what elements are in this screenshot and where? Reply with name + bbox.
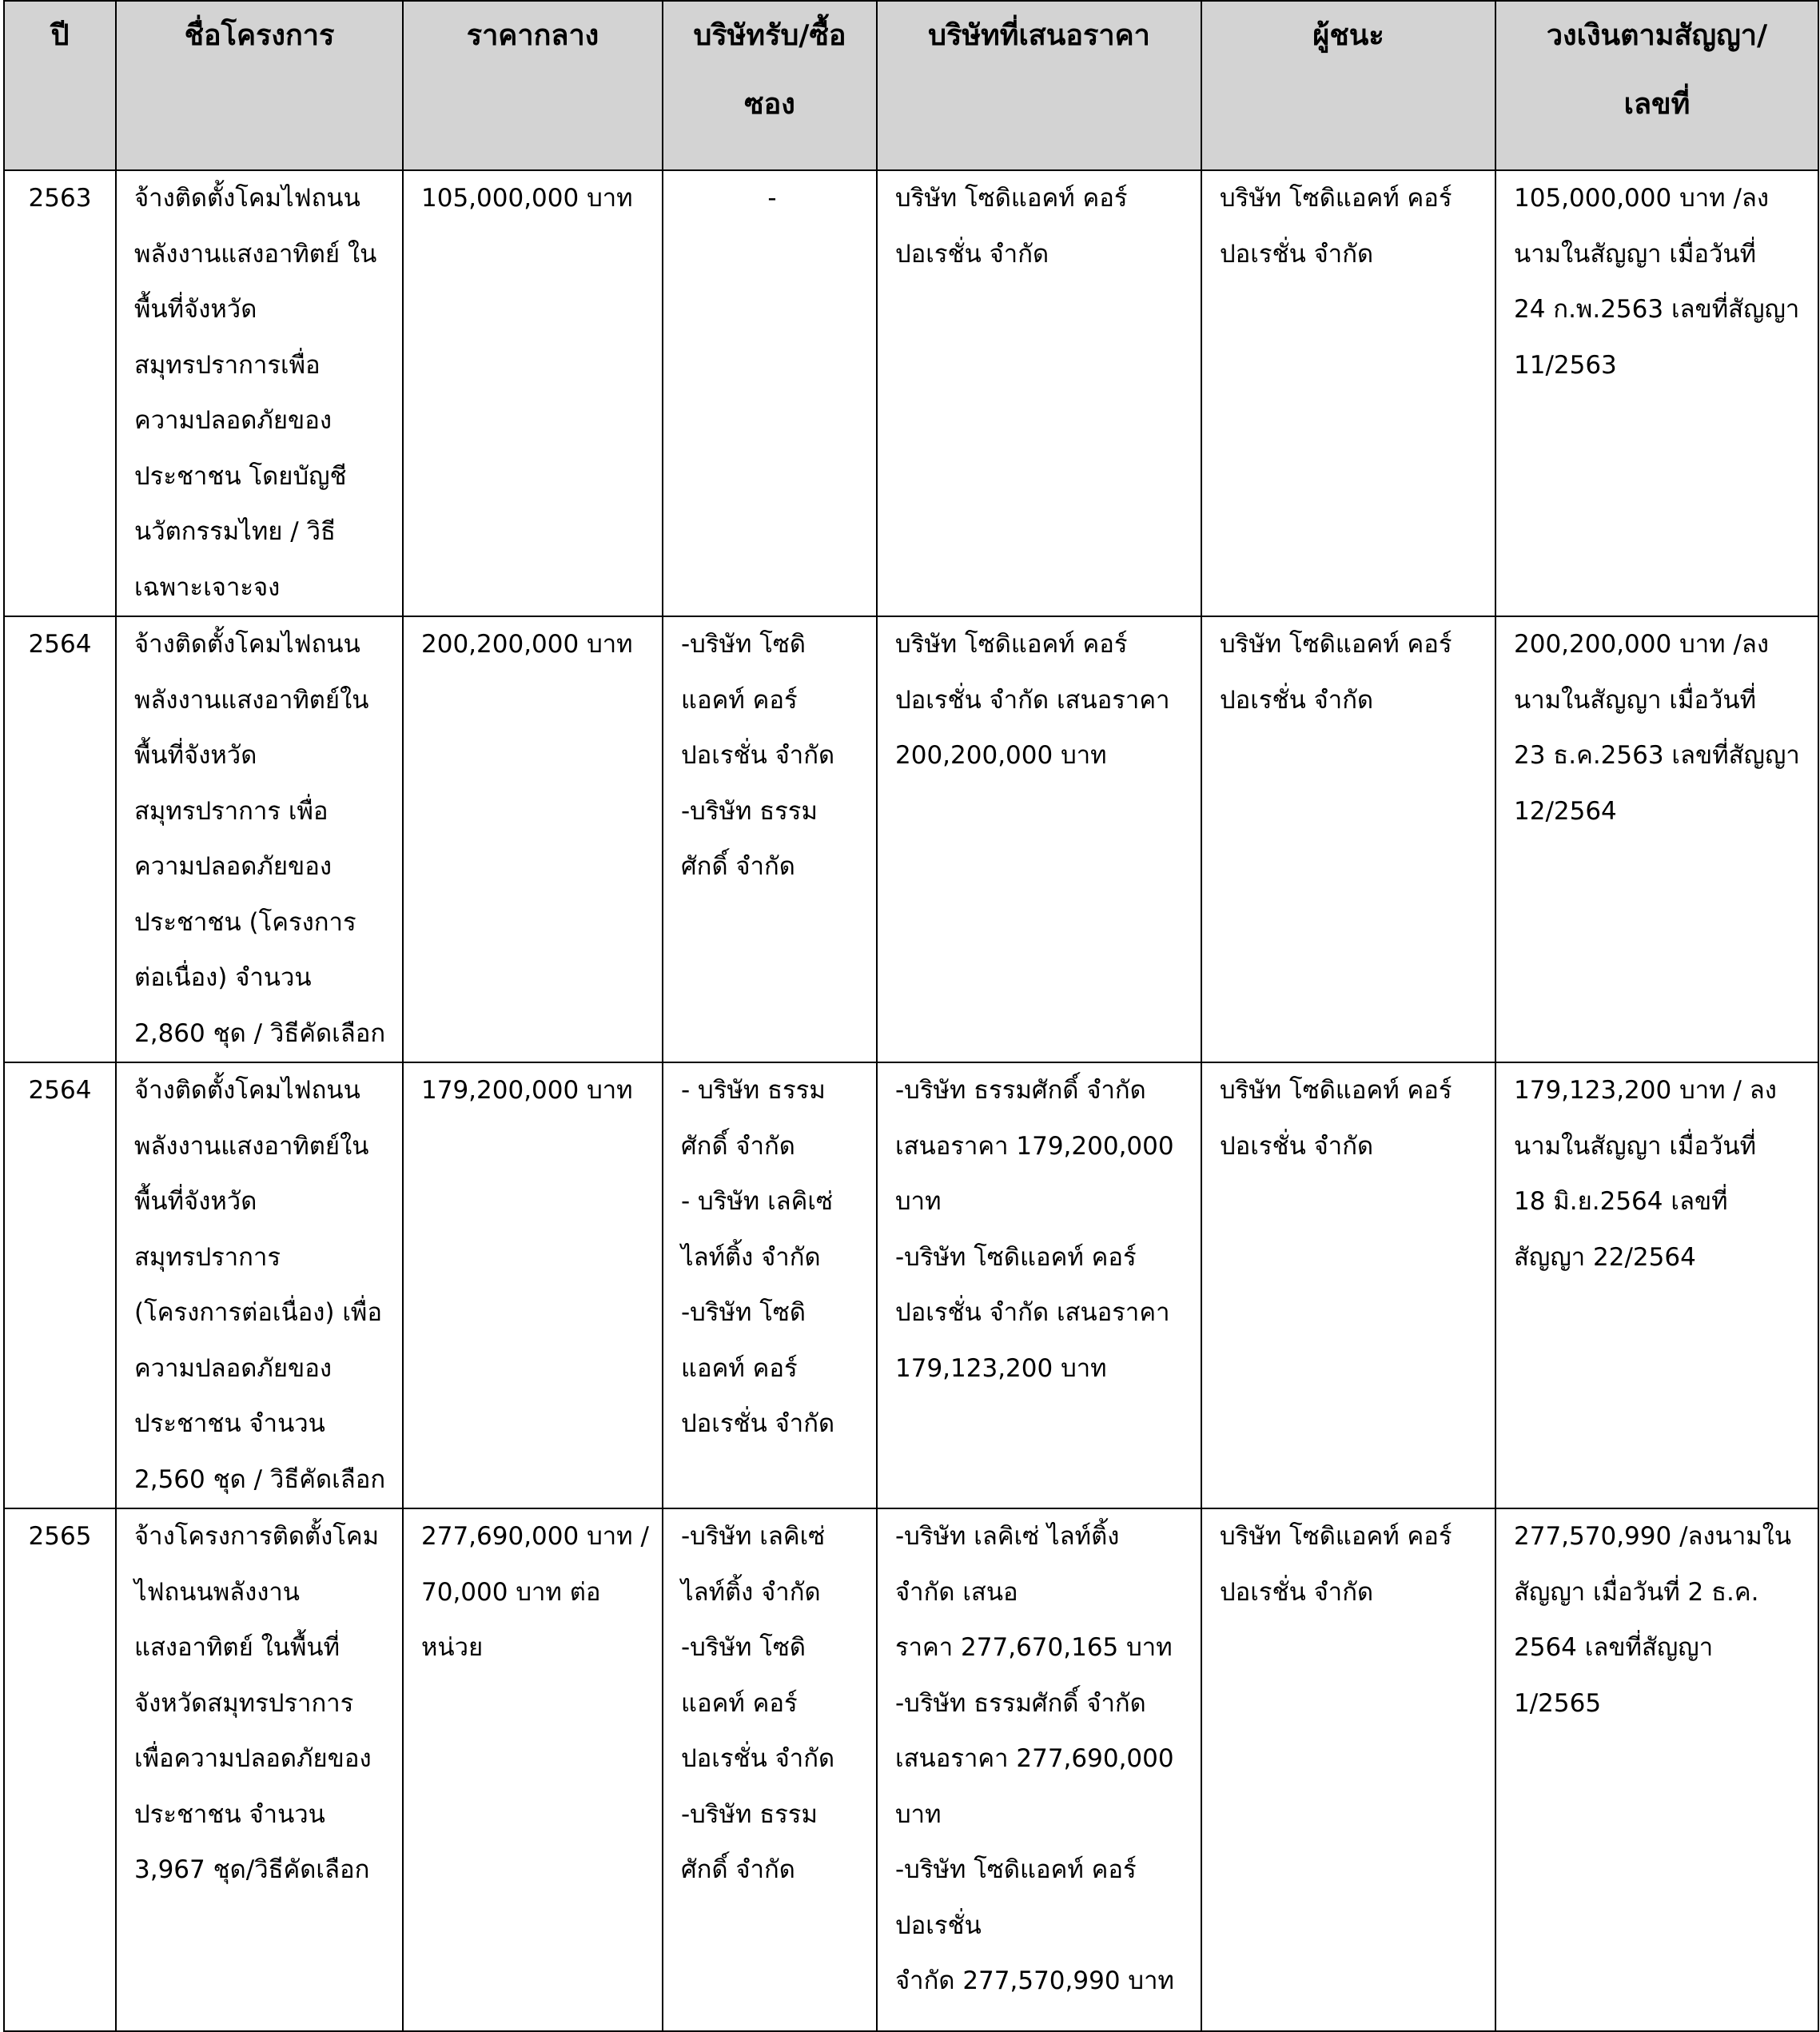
cell-line: ไลท์ติ้ง จำกัด bbox=[681, 1577, 821, 1607]
cell-line: 12/2564 bbox=[1514, 796, 1617, 826]
cell-line: -บริษัท ธรรม bbox=[681, 1799, 818, 1829]
cell-line: 2563 bbox=[28, 184, 92, 213]
cell-median-price bbox=[403, 1062, 663, 1508]
cell-line: นวัตกรรมไทย / วิธี bbox=[134, 517, 336, 546]
cell-line: 2565 bbox=[28, 1522, 92, 1551]
cell-line: 2,860 ชุด / วิธีคัดเลือก bbox=[134, 1018, 386, 1048]
cell-line: 277,690,000 บาท / bbox=[421, 1522, 649, 1551]
cell-line: บริษัท โซดิแอคท์ คอร์ bbox=[1220, 184, 1452, 213]
cell-line: 18 มิ.ย.2564 เลขที่ bbox=[1514, 1187, 1728, 1216]
cell-line: บริษัท โซดิแอคท์ คอร์ bbox=[895, 184, 1128, 213]
cell-line: ปอเรชั่น จำกัด bbox=[1220, 685, 1374, 715]
cell-line: 200,200,000 บาท /ลง bbox=[1514, 630, 1770, 659]
cell-line: นามในสัญญา เมื่อวันที่ bbox=[1514, 685, 1757, 715]
cell-line: จ้างติดตั้งโคมไฟถนน bbox=[134, 184, 360, 213]
cell-line: พลังงานแสงอาทิตย์ใน bbox=[134, 685, 369, 715]
cell-line: ปอเรชั่น จำกัด bbox=[681, 1409, 835, 1438]
cell-project bbox=[116, 1508, 403, 2031]
cell-offer-companies bbox=[877, 1062, 1201, 1508]
cell-line: ปอเรชั่น จำกัด bbox=[895, 239, 1049, 269]
cell-contract bbox=[1495, 1062, 1818, 1508]
cell-line: ปอเรชั่น จำกัด bbox=[1220, 1577, 1374, 1607]
cell-line: 2564 bbox=[28, 1076, 92, 1105]
cell-line: บาท bbox=[895, 1187, 942, 1216]
cell-line: -บริษัท เลคิเซ่ bbox=[681, 1522, 826, 1551]
cell-line: 11/2563 bbox=[1514, 350, 1617, 380]
cell-offer-companies bbox=[877, 170, 1201, 616]
cell-line: 179,123,200 บาท / ลง bbox=[1514, 1076, 1777, 1105]
cell-project bbox=[116, 616, 403, 1062]
cell-line: พื้นที่จังหวัด bbox=[134, 1187, 257, 1216]
cell-median-price bbox=[403, 616, 663, 1062]
cell-line: 2564 เลขที่สัญญา bbox=[1514, 1633, 1714, 1662]
cell-line: - bbox=[767, 184, 777, 213]
cell-line: 277,570,990 /ลงนามใน bbox=[1514, 1522, 1792, 1551]
cell-line: เพื่อความปลอดภัยของ bbox=[134, 1744, 372, 1773]
cell-contract bbox=[1495, 170, 1818, 616]
cell-line: นามในสัญญา เมื่อวันที่ bbox=[1514, 239, 1757, 269]
cell-line: สัญญา 22/2564 bbox=[1514, 1242, 1696, 1272]
cell-line: 70,000 บาท ต่อ bbox=[421, 1577, 601, 1607]
cell-line: 105,000,000 บาท bbox=[421, 184, 633, 213]
table-row bbox=[4, 1508, 1818, 2031]
cell-line: จ้างโครงการติดตั้งโคม bbox=[134, 1522, 380, 1551]
table-row bbox=[4, 170, 1818, 616]
cell-line: 23 ธ.ค.2563 เลขที่สัญญา bbox=[1514, 741, 1800, 770]
procurement-table bbox=[3, 0, 1819, 2032]
cell-line: สัญญา เมื่อวันที่ 2 ธ.ค. bbox=[1514, 1577, 1759, 1607]
cell-line: สมุทรปราการเพื่อ bbox=[134, 350, 321, 380]
cell-line: แอคท์ คอร์ bbox=[681, 1688, 798, 1718]
cell-line: 179,123,200 บาท bbox=[895, 1353, 1107, 1383]
cell-line: 200,200,000 บาท bbox=[895, 741, 1107, 770]
cell-line: ราคา 277,670,165 บาท bbox=[895, 1633, 1173, 1662]
cell-line: ประชาชน จำนวน bbox=[134, 1799, 325, 1829]
cell-line: ปอเรชั่น bbox=[895, 1910, 982, 1940]
cell-line: พลังงานแสงอาทิตย์ใน bbox=[134, 1131, 369, 1161]
cell-line: จังหวัดสมุทรปราการ bbox=[134, 1688, 354, 1718]
cell-line: สมุทรปราการ เพื่อ bbox=[134, 796, 329, 826]
cell-line: ไลท์ติ้ง จำกัด bbox=[681, 1242, 821, 1272]
cell-line: จ้างติดตั้งโคมไฟถนน bbox=[134, 1076, 360, 1105]
cell-line: ปอเรชั่น จำกัด เสนอราคา bbox=[895, 685, 1170, 715]
cell-line: - บริษัท ธรรม bbox=[681, 1076, 826, 1105]
cell-contract bbox=[1495, 616, 1818, 1062]
cell-winner bbox=[1201, 1508, 1495, 2031]
cell-line: เสนอราคา 179,200,000 bbox=[895, 1131, 1174, 1161]
cell-line: ปอเรชั่น จำกัด bbox=[681, 1744, 835, 1773]
cell-line: 2,560 ชุด / วิธีคัดเลือก bbox=[134, 1464, 386, 1494]
cell-line: บริษัท โซดิแอคท์ คอร์ bbox=[1220, 630, 1452, 659]
cell-line: 2564 bbox=[28, 630, 92, 659]
cell-line: ปอเรชั่น จำกัด bbox=[1220, 1131, 1374, 1161]
header-winner: ผู้ชนะ bbox=[1201, 1, 1495, 170]
cell-year bbox=[4, 1508, 116, 2031]
cell-line: ปอเรชั่น จำกัด bbox=[1220, 239, 1374, 269]
cell-line: - บริษัท เลคิเซ่ bbox=[681, 1187, 834, 1216]
cell-line: ศักดิ์ จำกัด bbox=[681, 1855, 795, 1884]
cell-line: บริษัท โซดิแอคท์ คอร์ bbox=[895, 630, 1128, 659]
table-row bbox=[4, 616, 1818, 1062]
cell-line: จ้างติดตั้งโคมไฟถนน bbox=[134, 630, 360, 659]
cell-offer-companies bbox=[877, 616, 1201, 1062]
cell-line: 24 ก.พ.2563 เลขที่สัญญา bbox=[1514, 295, 1800, 324]
cell-line: ศักดิ์ จำกัด bbox=[681, 852, 795, 881]
cell-line: แสงอาทิตย์ ในพื้นที่ bbox=[134, 1633, 341, 1662]
cell-line: -บริษัท ธรรมศักดิ์ จำกัด bbox=[895, 1688, 1146, 1718]
cell-line: 105,000,000 บาท /ลง bbox=[1514, 184, 1770, 213]
cell-line: แอคท์ คอร์ bbox=[681, 685, 798, 715]
cell-year bbox=[4, 1062, 116, 1508]
cell-line: -บริษัท โซดิแอคท์ คอร์ bbox=[895, 1242, 1137, 1272]
cell-contract bbox=[1495, 1508, 1818, 2031]
cell-line: จำกัด เสนอ bbox=[895, 1577, 1018, 1607]
cell-bid-companies bbox=[663, 1062, 877, 1508]
cell-line: สมุทรปราการ bbox=[134, 1242, 281, 1272]
cell-line: ปอเรชั่น จำกัด เสนอราคา bbox=[895, 1298, 1170, 1327]
cell-line: -บริษัท โซดิแอคท์ คอร์ bbox=[895, 1855, 1137, 1884]
header-project: ชื่อโครงการ bbox=[116, 1, 403, 170]
cell-line: ไฟถนนพลังงาน bbox=[134, 1577, 300, 1607]
cell-line: -บริษัท โซดิ bbox=[681, 1633, 806, 1662]
cell-line: (โครงการต่อเนื่อง) เพื่อ bbox=[134, 1298, 382, 1327]
cell-line: เฉพาะเจาะจง bbox=[134, 572, 281, 602]
cell-median-price bbox=[403, 1508, 663, 2031]
cell-line: -บริษัท เลคิเซ่ ไลท์ติ้ง bbox=[895, 1522, 1120, 1551]
cell-line: ปอเรชั่น จำกัด bbox=[681, 741, 835, 770]
cell-line: -บริษัท โซดิ bbox=[681, 1298, 806, 1327]
header-median-price: ราคากลาง bbox=[403, 1, 663, 170]
cell-year bbox=[4, 616, 116, 1062]
cell-line: -บริษัท ธรรม bbox=[681, 796, 818, 826]
header-bid-companies: บริษัทรับ/ซื้อ ซอง bbox=[663, 1, 877, 170]
cell-winner bbox=[1201, 170, 1495, 616]
cell-line: บริษัท โซดิแอคท์ คอร์ bbox=[1220, 1076, 1452, 1105]
cell-line: ต่อเนื่อง) จำนวน bbox=[134, 963, 312, 992]
cell-project bbox=[116, 170, 403, 616]
header-contract: วงเงินตามสัญญา/ เลขที่ bbox=[1495, 1, 1818, 170]
cell-offer-companies bbox=[877, 1508, 1201, 2031]
cell-line: พื้นที่จังหวัด bbox=[134, 295, 257, 324]
cell-year bbox=[4, 170, 116, 616]
cell-median-price bbox=[403, 170, 663, 616]
cell-line: ประชาชน โดยบัญชี bbox=[134, 461, 347, 491]
cell-bid-companies bbox=[663, 616, 877, 1062]
cell-winner bbox=[1201, 1062, 1495, 1508]
cell-line: ความปลอดภัยของ bbox=[134, 852, 332, 881]
cell-line: ความปลอดภัยของ bbox=[134, 406, 332, 435]
cell-line: หน่วย bbox=[421, 1633, 484, 1662]
cell-line: ความปลอดภัยของ bbox=[134, 1353, 332, 1383]
cell-line: -บริษัท ธรรมศักดิ์ จำกัด bbox=[895, 1076, 1146, 1105]
cell-line: 179,200,000 บาท bbox=[421, 1076, 633, 1105]
cell-line: 1/2565 bbox=[1514, 1688, 1602, 1718]
header-offer-companies: บริษัทที่เสนอราคา bbox=[877, 1, 1201, 170]
cell-line: เสนอราคา 277,690,000 bbox=[895, 1744, 1174, 1773]
cell-line: ประชาชน (โครงการ bbox=[134, 907, 356, 937]
cell-bid-companies bbox=[663, 1508, 877, 2031]
cell-line: 200,200,000 บาท bbox=[421, 630, 633, 659]
header-year: ปี bbox=[4, 1, 116, 170]
cell-line: บริษัท โซดิแอคท์ คอร์ bbox=[1220, 1522, 1452, 1551]
cell-line: จำกัด 277,570,990 บาท bbox=[895, 1966, 1174, 1995]
cell-line: พื้นที่จังหวัด bbox=[134, 741, 257, 770]
cell-line: บาท bbox=[895, 1799, 942, 1829]
cell-line: 3,967 ชุด/วิธีคัดเลือก bbox=[134, 1855, 370, 1884]
cell-bid-companies bbox=[663, 170, 877, 616]
cell-line: นามในสัญญา เมื่อวันที่ bbox=[1514, 1131, 1757, 1161]
cell-line: -บริษัท โซดิ bbox=[681, 630, 806, 659]
cell-line: พลังงานแสงอาทิตย์ ใน bbox=[134, 239, 377, 269]
cell-line: ศักดิ์ จำกัด bbox=[681, 1131, 795, 1161]
cell-winner bbox=[1201, 616, 1495, 1062]
cell-line: แอคท์ คอร์ bbox=[681, 1353, 798, 1383]
cell-line: ประชาชน จำนวน bbox=[134, 1409, 325, 1438]
table-row bbox=[4, 1062, 1818, 1508]
cell-project bbox=[116, 1062, 403, 1508]
header-row bbox=[4, 1, 1818, 170]
